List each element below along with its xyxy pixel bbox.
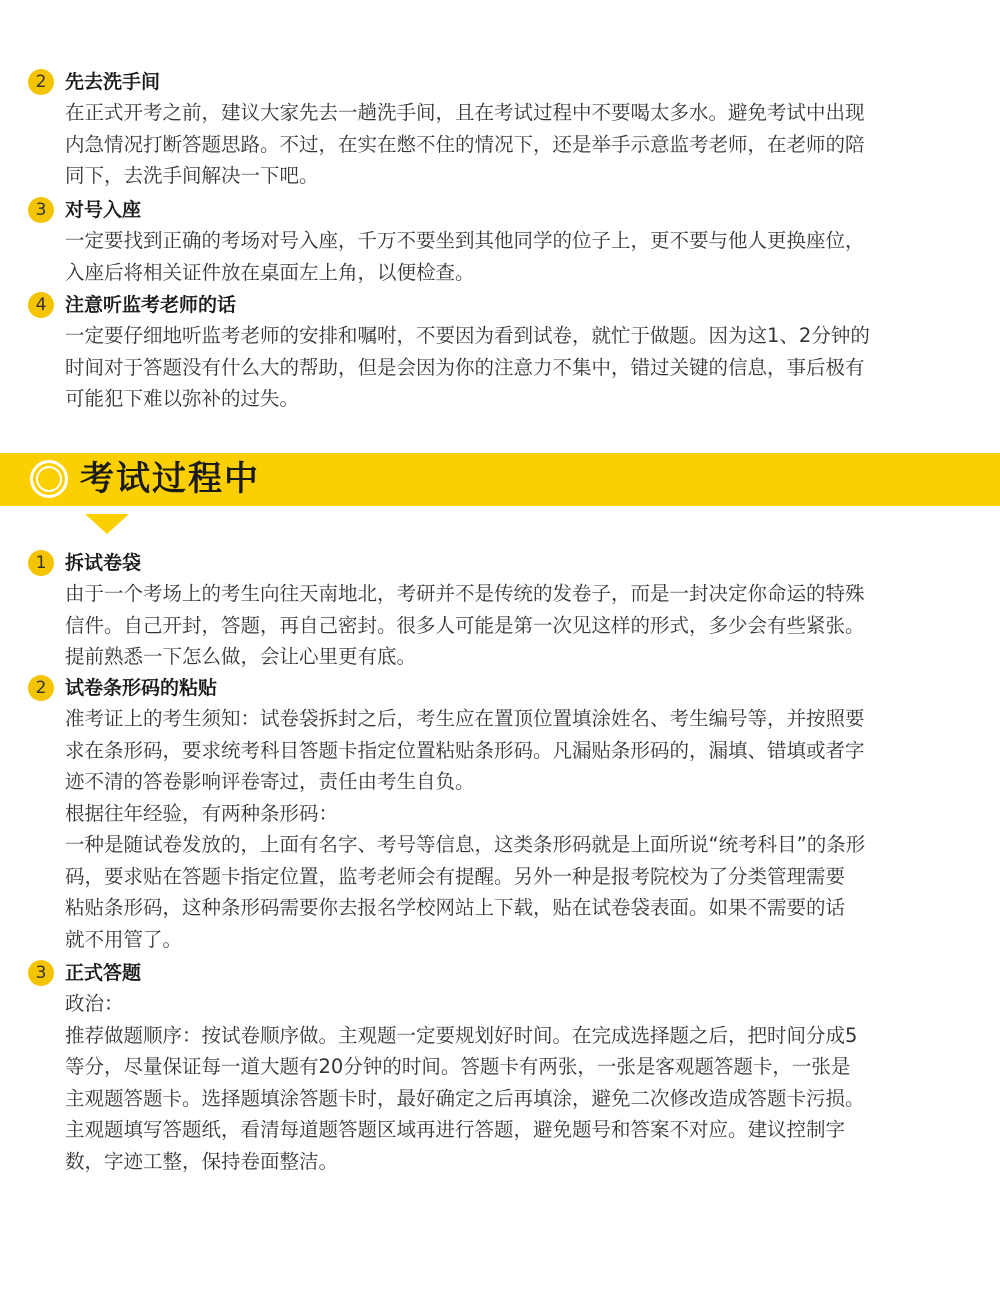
item-paragraph: 由于一个考场上的考生向往天南地北，考研并不是传统的发卷子，而是一封决定你命运的特殊 信件。自己开封，答题，再自己密封。很多人可能是第一次见这样的形式，多少会有些紧张。 提前熟悉一下怎么做，会让心里更有底。 — [65, 582, 865, 668]
item-open-envelope — [0, 548, 1000, 673]
item-header — [0, 67, 1000, 97]
number-badge: 4 — [28, 292, 54, 318]
item-paragraph: 准考证上的考生须知：试卷袋拆封之后，考生应在置顶位置填涂姓名、考生编号等，并按照要 求在条形码，要求统考科目答题卡指定位置粘贴条形码。凡漏贴条形码的，漏填、错填或者字 迹不清的答卷影响评卷寄过，责任由考生自负。 根据往年经验，有两种条形码： 一种是随试卷发放的，上面有名字、考号等信息，这类条形码就是上面所说“统考科目”的条形 码，要求贴在答题卡指定位置，监考老师会有提醒。另外一种是报考院校为了分类管理需要 粘贴条形码，这种条形码需要你去报名学校网站上下载，贴在试卷袋表面。如果不需要的话 就不用管了。 — [65, 707, 866, 951]
item-title: 拆试卷袋 — [65, 552, 142, 574]
section-title: 考试过程中 — [80, 459, 260, 499]
ring-icon — [30, 460, 68, 498]
item-paragraph: 在正式开考之前，建议大家先去一趟洗手间，且在考试过程中不要喝太多水。避免考试中出现 内急情况打断答题思路。不过，在实在憋不住的情况下，还是举手示意监考老师，在老师的陪 同下，去洗手间解决一下吧。 — [65, 101, 865, 187]
item-barcode — [0, 673, 1000, 955]
item-take-seat — [0, 195, 1000, 288]
item-header — [0, 290, 1000, 320]
number-badge: 1 — [28, 550, 54, 576]
item-title: 注意听监考老师的话 — [65, 294, 237, 316]
item-wash-hands — [0, 67, 1000, 192]
section-header — [0, 453, 1000, 506]
number-badge: 3 — [28, 960, 54, 986]
item-title: 对号入座 — [65, 199, 142, 221]
item-header — [0, 548, 1000, 578]
number-badge: 2 — [28, 69, 54, 95]
item-paragraph: 政治： 推荐做题顺序：按试卷顺序做。主观题一定要规划好时间。在完成选择题之后，把时间分成5 等分，尽量保证每一道大题有20分钟的时间。答题卡有两张，一张是客观题答题卡，一张是 主观题答题卡。选择题填涂答题卡时，最好确定之后再填涂，避免二次修改造成答题卡污损。 主观题填写答题纸，看清每道题答题区域再进行答题，避免题号和答案不对应。建议控制字 数，字迹工整，保持卷面整洁。 — [65, 992, 865, 1173]
item-paragraph: 一定要仔细地听监考老师的安排和嘱咐，不要因为看到试卷，就忙于做题。因为这1、2分钟的 时间对于答题没有什么大的帮助，但是会因为你的注意力不集中，错过关键的信息，事后极有 可能犯下难以弥补的过失。 — [65, 324, 870, 410]
number-badge: 3 — [28, 197, 54, 223]
item-listen-proctor — [0, 290, 1000, 415]
item-title: 正式答题 — [65, 962, 142, 984]
item-header — [0, 958, 1000, 988]
item-answering — [0, 958, 1000, 1177]
down-triangle-icon — [85, 514, 129, 534]
item-paragraph: 一定要找到正确的考场对号入座，千万不要坐到其他同学的位子上，更不要与他人更换座位， 入座后将相关证件放在桌面左上角，以便检查。 — [65, 229, 865, 284]
item-header — [0, 195, 1000, 225]
item-title: 先去洗手间 — [65, 71, 161, 93]
number-badge: 2 — [28, 675, 54, 701]
item-header — [0, 673, 1000, 703]
item-title: 试卷条形码的粘贴 — [65, 677, 218, 699]
